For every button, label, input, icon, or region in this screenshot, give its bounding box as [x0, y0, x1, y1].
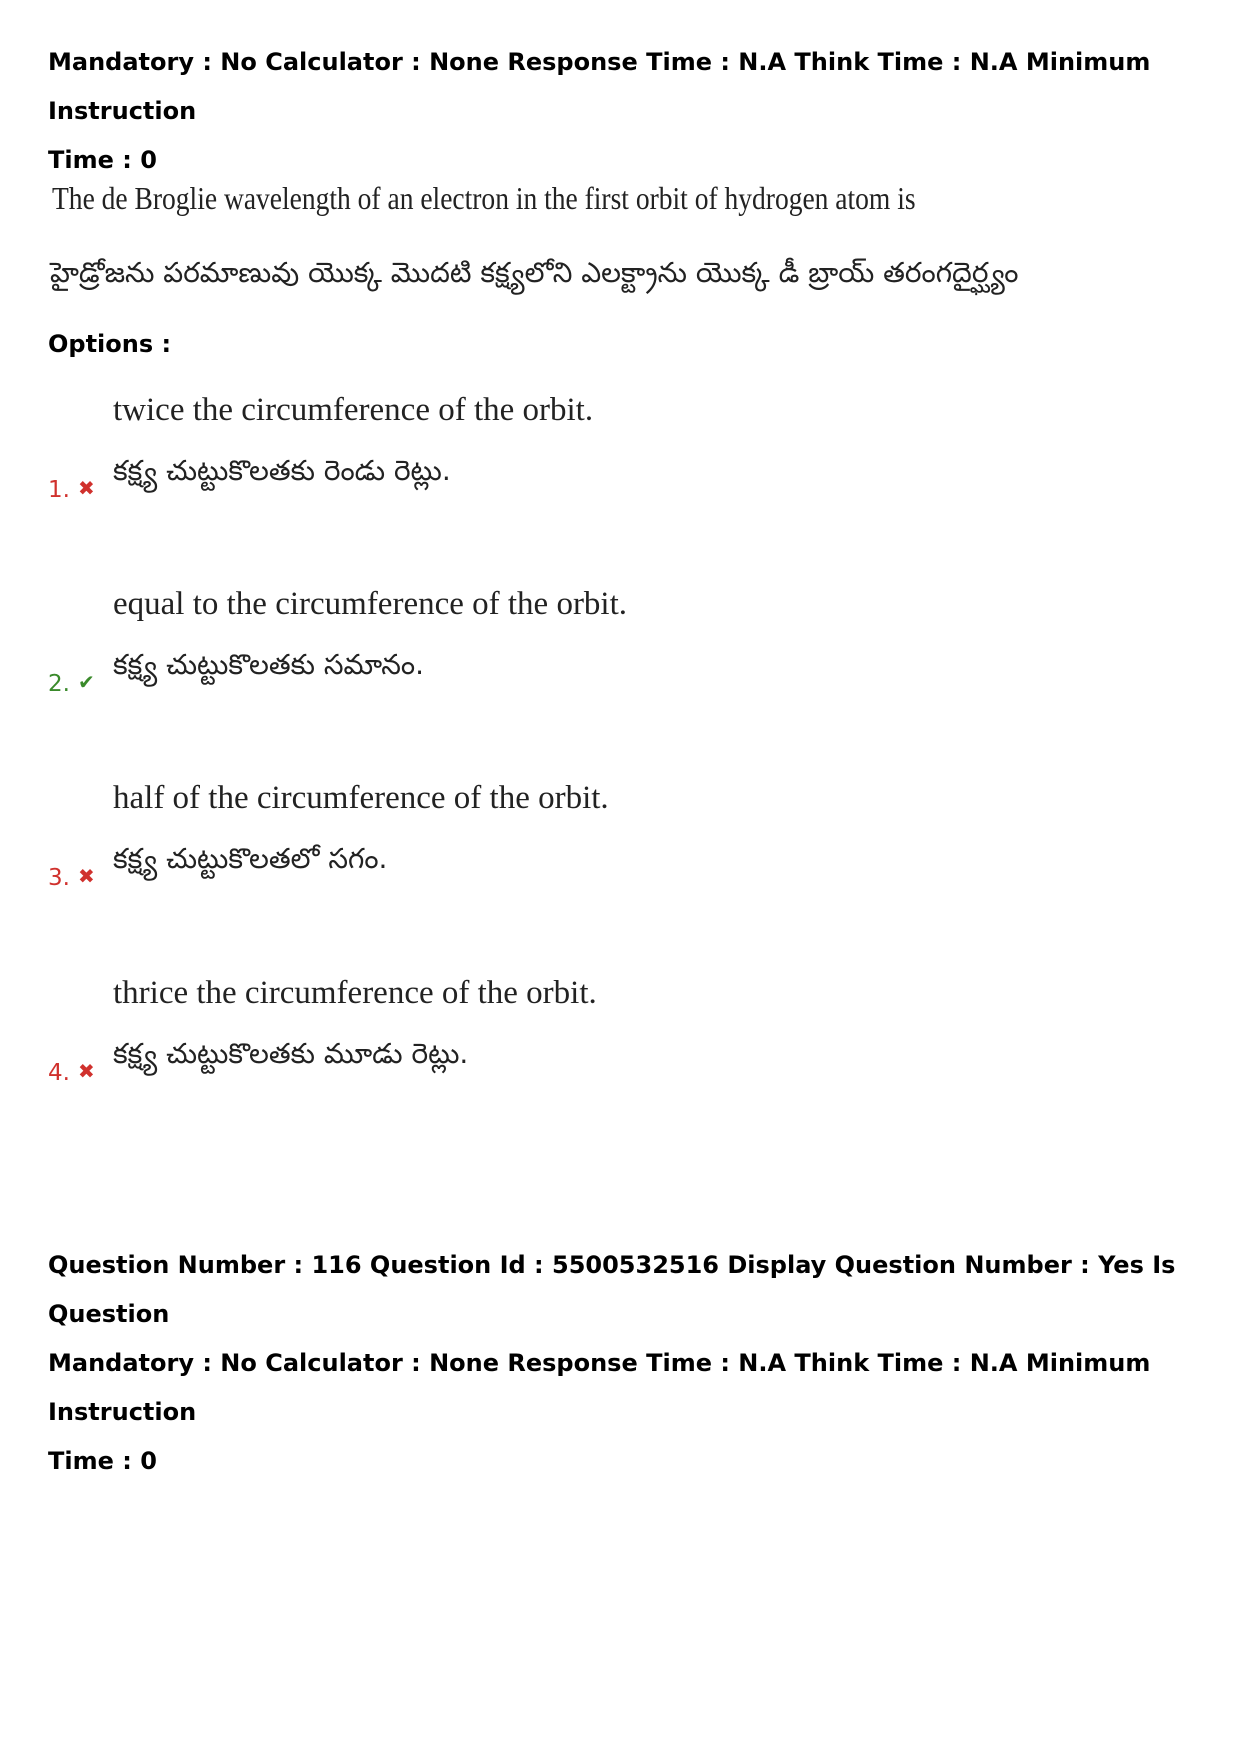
meta-line: Time : 0	[48, 1447, 157, 1475]
option-text-telugu: కక్ష్య చుట్టుకొలతకు మూడు రెట్లు.	[113, 1037, 469, 1070]
option-number: 3.	[48, 865, 70, 891]
question-text-english: The de Broglie wavelength of an electron in the first orbit of hydrogen atom is	[52, 180, 916, 216]
option-text-telugu: కక్ష్య చుట్టుకొలతకు సమానం.	[113, 648, 424, 681]
cross-icon: ✖	[78, 476, 95, 500]
option-3	[0, 780, 1240, 940]
cross-icon: ✖	[78, 864, 95, 888]
meta-line: Question Number : 116 Question Id : 5500532516 Display Question Number : Yes Is Question	[48, 1251, 1176, 1328]
option-number: 1.	[48, 477, 70, 503]
meta-line: Mandatory : No Calculator : None Response Time : N.A Think Time : N.A Minimum Instruction	[48, 48, 1151, 125]
options-label: Options :	[48, 330, 172, 358]
option-text-english: thrice the circumference of the orbit.	[113, 975, 597, 1011]
option-4	[0, 975, 1240, 1135]
option-text-telugu: కక్ష్య చుట్టుకొలతలో సగం.	[113, 842, 388, 875]
option-number: 2.	[48, 671, 70, 697]
option-text-english: twice the circumference of the orbit.	[113, 392, 594, 428]
option-text-telugu: కక్ష్య చుట్టుకొలతకు రెండు రెట్లు.	[113, 454, 451, 487]
check-icon: ✔	[78, 670, 95, 694]
meta-line: Time : 0	[48, 146, 157, 174]
question-meta-header	[48, 38, 1218, 185]
option-text-english: half of the circumference of the orbit.	[113, 780, 609, 816]
next-question-meta	[48, 1241, 1218, 1486]
question-text-telugu: హైడ్రోజను పరమాణువు యొక్క మొదటి కక్ష్యలోని ఎలక్ట్రాను యొక్క డీ బ్రాయ్ తరంగదైర్ఘ్యం	[50, 256, 1019, 289]
option-1	[0, 392, 1240, 552]
cross-icon: ✖	[78, 1059, 95, 1083]
option-2	[0, 586, 1240, 746]
option-number: 4.	[48, 1060, 70, 1086]
meta-line: Mandatory : No Calculator : None Response Time : N.A Think Time : N.A Minimum Instruction	[48, 1349, 1151, 1426]
option-text-english: equal to the circumference of the orbit.	[113, 586, 628, 622]
